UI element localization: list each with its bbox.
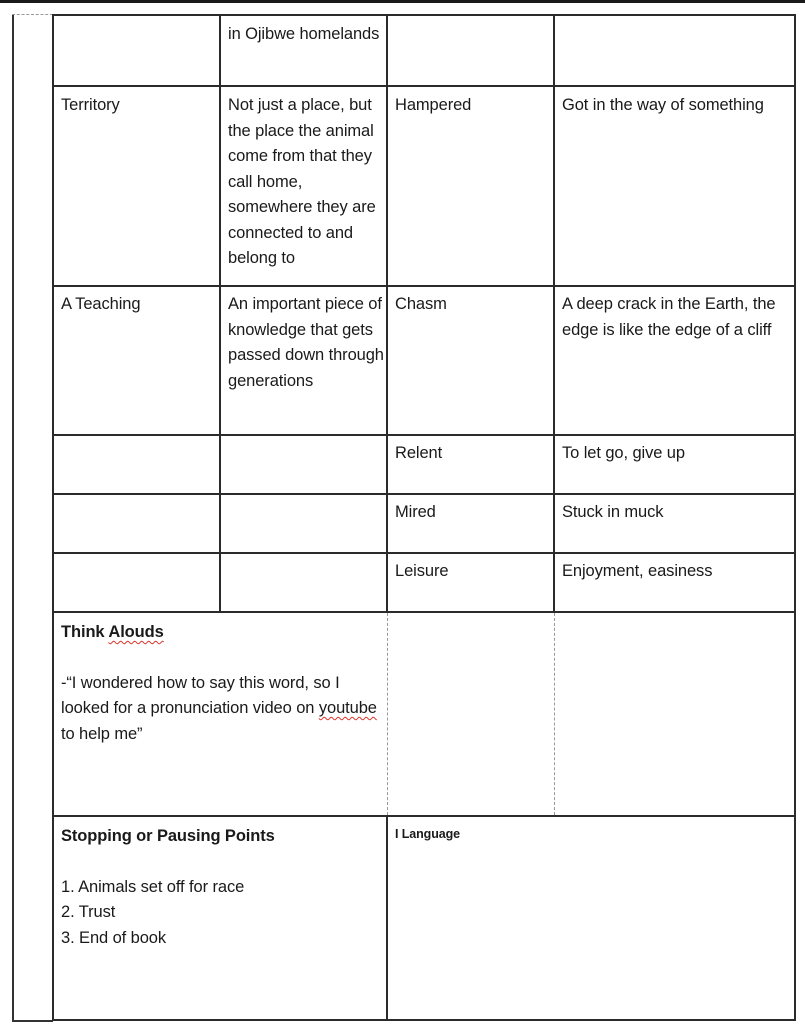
stopping-point-item: 3. End of book [61,928,167,947]
spellcheck-flagged-word[interactable]: youtube [318,699,377,717]
vocab-word-cell[interactable]: Leisure [395,562,449,580]
think-alouds-heading [61,620,381,646]
spacer [61,850,381,875]
quote-text-end: to help me” [61,724,143,743]
grid-line [53,285,796,287]
vocab-definition-cell[interactable]: An important piece of knowledge that gets passed down through generations [228,295,384,390]
vocab-word-cell[interactable]: Territory [61,96,120,114]
vocab-word-cell[interactable]: Mired [395,503,436,521]
grid-line [53,14,796,16]
outer-frame-top-dashed [12,14,53,15]
grid-line [794,14,796,1021]
vocab-word-cell[interactable]: Chasm [395,295,447,313]
window-top-bar [0,0,805,3]
grid-line [53,1019,796,1021]
stopping-points-cell[interactable] [61,824,381,951]
grid-line [53,85,796,87]
vocab-definition-cell[interactable]: A deep crack in the Earth, the edge is like the edge of a cliff [562,295,776,339]
grid-line [52,14,54,1021]
grid-line [53,611,796,613]
grid-line [219,14,221,613]
grid-line [53,434,796,436]
stopping-point-item: 2. Trust [61,903,116,921]
spacer [61,646,381,671]
think-alouds-cell[interactable] [61,620,381,747]
vocab-word-cell[interactable]: A Teaching [61,295,141,313]
i-language-cell[interactable] [395,824,785,844]
grid-line [553,14,555,613]
grid-line [53,493,796,495]
hidden-gridline-dashed [387,613,388,815]
vocab-definition-cell[interactable]: Got in the way of something [562,96,764,114]
vocab-definition-cell[interactable]: Not just a place, but the place the animal come from that they call home, somewhere they are connected to and belong to [228,96,376,267]
hidden-gridline-dashed [554,613,555,815]
heading-text: Think [61,623,109,641]
spellcheck-flagged-word[interactable]: Alouds [108,623,164,641]
grid-line [386,815,388,1021]
grid-line [53,815,796,817]
vocab-definition-cell[interactable]: in Ojibwe homelands [228,25,380,43]
stopping-points-heading: Stopping or Pausing Points [61,827,275,845]
grid-line [53,552,796,554]
outer-frame-left [12,14,14,1021]
quote-text: -“I wondered how to say this word, so I looked for a pronunciation video on [61,673,340,717]
stopping-point-item: 1. Animals set off for race [61,877,245,896]
vocab-word-cell[interactable]: Relent [395,444,443,462]
outer-frame-bottom [12,1020,53,1022]
think-aloud-quote [61,671,381,748]
vocab-definition-cell[interactable]: To let go, give up [562,444,685,462]
vocab-definition-cell[interactable]: Stuck in muck [562,503,664,521]
grid-line [386,14,388,613]
vocab-word-cell[interactable]: Hampered [395,96,472,114]
vocab-definition-cell[interactable]: Enjoyment, easiness [562,562,713,580]
i-language-heading: I Language [395,827,460,841]
